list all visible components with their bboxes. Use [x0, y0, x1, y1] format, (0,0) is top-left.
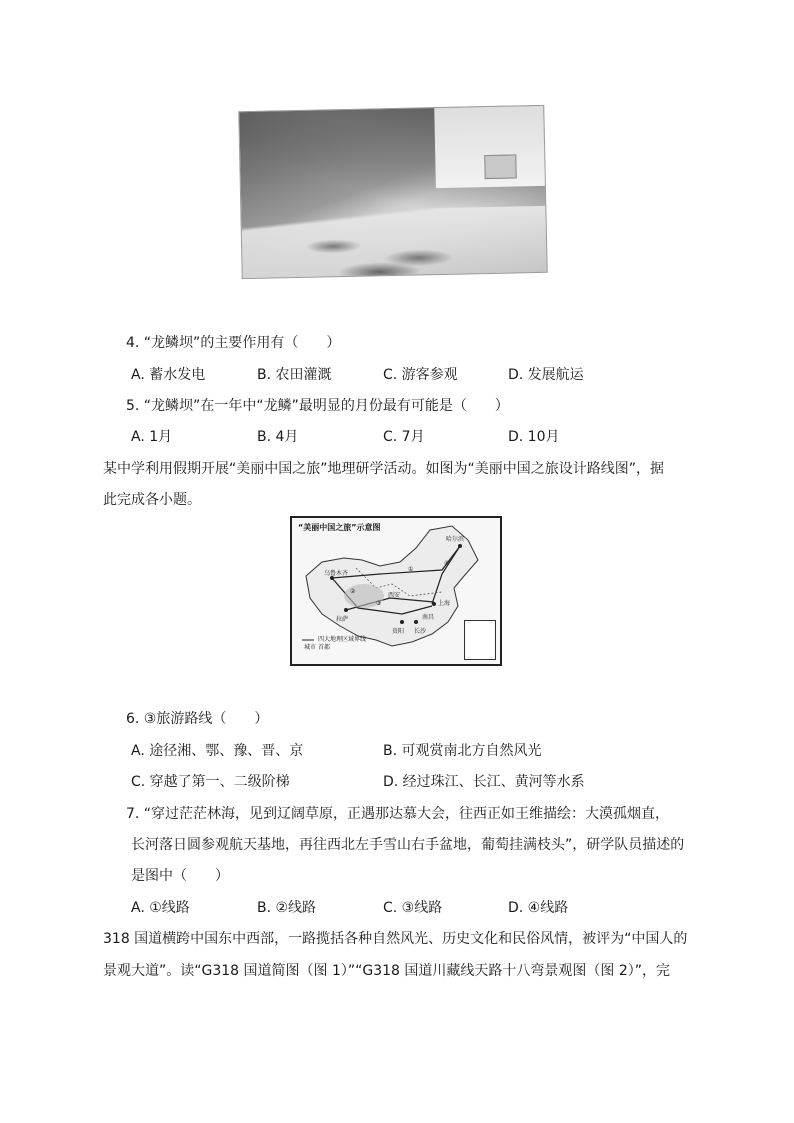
map-route-label-4: ④	[444, 560, 450, 567]
city-dot	[432, 602, 436, 606]
map-route-label-2: ②	[350, 588, 356, 595]
city-dot	[344, 608, 348, 612]
legend-city-capital	[304, 644, 366, 652]
map-city-urumqi: 乌鲁木齐	[324, 570, 349, 577]
map-city-lhasa: 拉萨	[336, 616, 349, 623]
question-5-option-d[interactable]: D. 10月	[508, 429, 560, 445]
intro-paragraph-2-line-2: 景观大道”。读“G318 国道简图（图 1）”“G318 国道川藏线天路十八弯景观图（图 2）”，完	[103, 963, 671, 979]
question-6-option-a[interactable]: A. 途径湘、鄂、豫、晋、京	[131, 743, 304, 759]
intro-paragraph-1-line-1: 某中学利用假期开展“美丽中国之旅”地理研学活动。如图为“美丽中国之旅设计路线图”，据	[103, 461, 665, 477]
question-4-option-b[interactable]: B. 农田灌溉	[257, 367, 332, 383]
south-china-sea-inset	[464, 620, 496, 660]
question-5-option-c[interactable]: C. 7月	[383, 429, 425, 445]
map-city-harbin: 哈尔滨	[446, 536, 465, 543]
question-5-stem: 5. “龙鳞坝”在一年中“龙鳞”最明显的月份最有可能是（ ）	[126, 398, 509, 414]
legend-boundary: 四大地理区域界线	[318, 636, 367, 643]
question-4-option-c[interactable]: C. 游客参观	[383, 367, 458, 383]
question-7-option-b[interactable]: B. ②线路	[257, 900, 317, 916]
map-city-shanghai: 上海	[438, 600, 451, 607]
question-7-option-c[interactable]: C. ③线路	[383, 900, 443, 916]
map-title: “美丽中国之旅”示意图	[298, 523, 381, 532]
city-dot	[414, 620, 418, 624]
question-7-option-a[interactable]: A. ①线路	[131, 900, 190, 916]
question-7-line-1: 7. “穿过茫茫林海，见到辽阔草原，正遇那达慕大会，往西正如王维描绘：大漠孤烟直，	[126, 806, 670, 822]
map-city-nanchang: 南昌	[422, 614, 435, 621]
map-route-label-1: ①	[408, 566, 414, 573]
map-route-label-3: ③	[376, 600, 382, 607]
question-4-option-a[interactable]: A. 蓄水发电	[131, 367, 206, 383]
question-7-line-2: 长河落日圆参观航天基地，再往西北左手雪山右手盆地，葡萄挂满枝头”，研学队员描述的	[131, 837, 685, 853]
map-city-guiyang: 贵阳	[392, 628, 405, 635]
question-7-line-3: 是图中（ ）	[131, 868, 229, 884]
photo-building	[484, 154, 516, 179]
intro-paragraph-1-line-2: 此完成各小题。	[103, 492, 201, 508]
intro-paragraph-2-line-1: 318 国道横跨中国东中西部，一路揽括各种自然风光、历史文化和民俗风情，被评为“中国人的	[103, 931, 688, 947]
question-6-option-d[interactable]: D. 经过珠江、长江、黄河等水系	[383, 774, 585, 790]
map-city-changsha: 长沙	[414, 628, 427, 635]
question-7-option-d[interactable]: D. ④线路	[508, 900, 569, 916]
map-city-xian: 西安	[388, 592, 401, 599]
question-5-option-b[interactable]: B. 4月	[257, 429, 299, 445]
question-5-option-a[interactable]: A. 1月	[131, 429, 173, 445]
question-6-stem: 6. ③旅游路线（ ）	[126, 711, 269, 727]
route-map	[290, 516, 502, 666]
question-6-option-c[interactable]: C. 穿越了第一、二级阶梯	[131, 774, 290, 790]
map-legend	[304, 636, 366, 652]
question-4-stem: 4. “龙鳞坝”的主要作用有（ ）	[126, 335, 341, 351]
legend-city: 城市	[304, 644, 317, 651]
question-6-option-b[interactable]: B. 可观赏南北方自然风光	[383, 743, 542, 759]
city-dot	[458, 544, 462, 548]
question-4-option-d[interactable]: D. 发展航运	[508, 367, 584, 383]
city-dot	[400, 620, 404, 624]
dam-photo	[238, 105, 547, 279]
legend-capital: 首都	[317, 644, 330, 651]
